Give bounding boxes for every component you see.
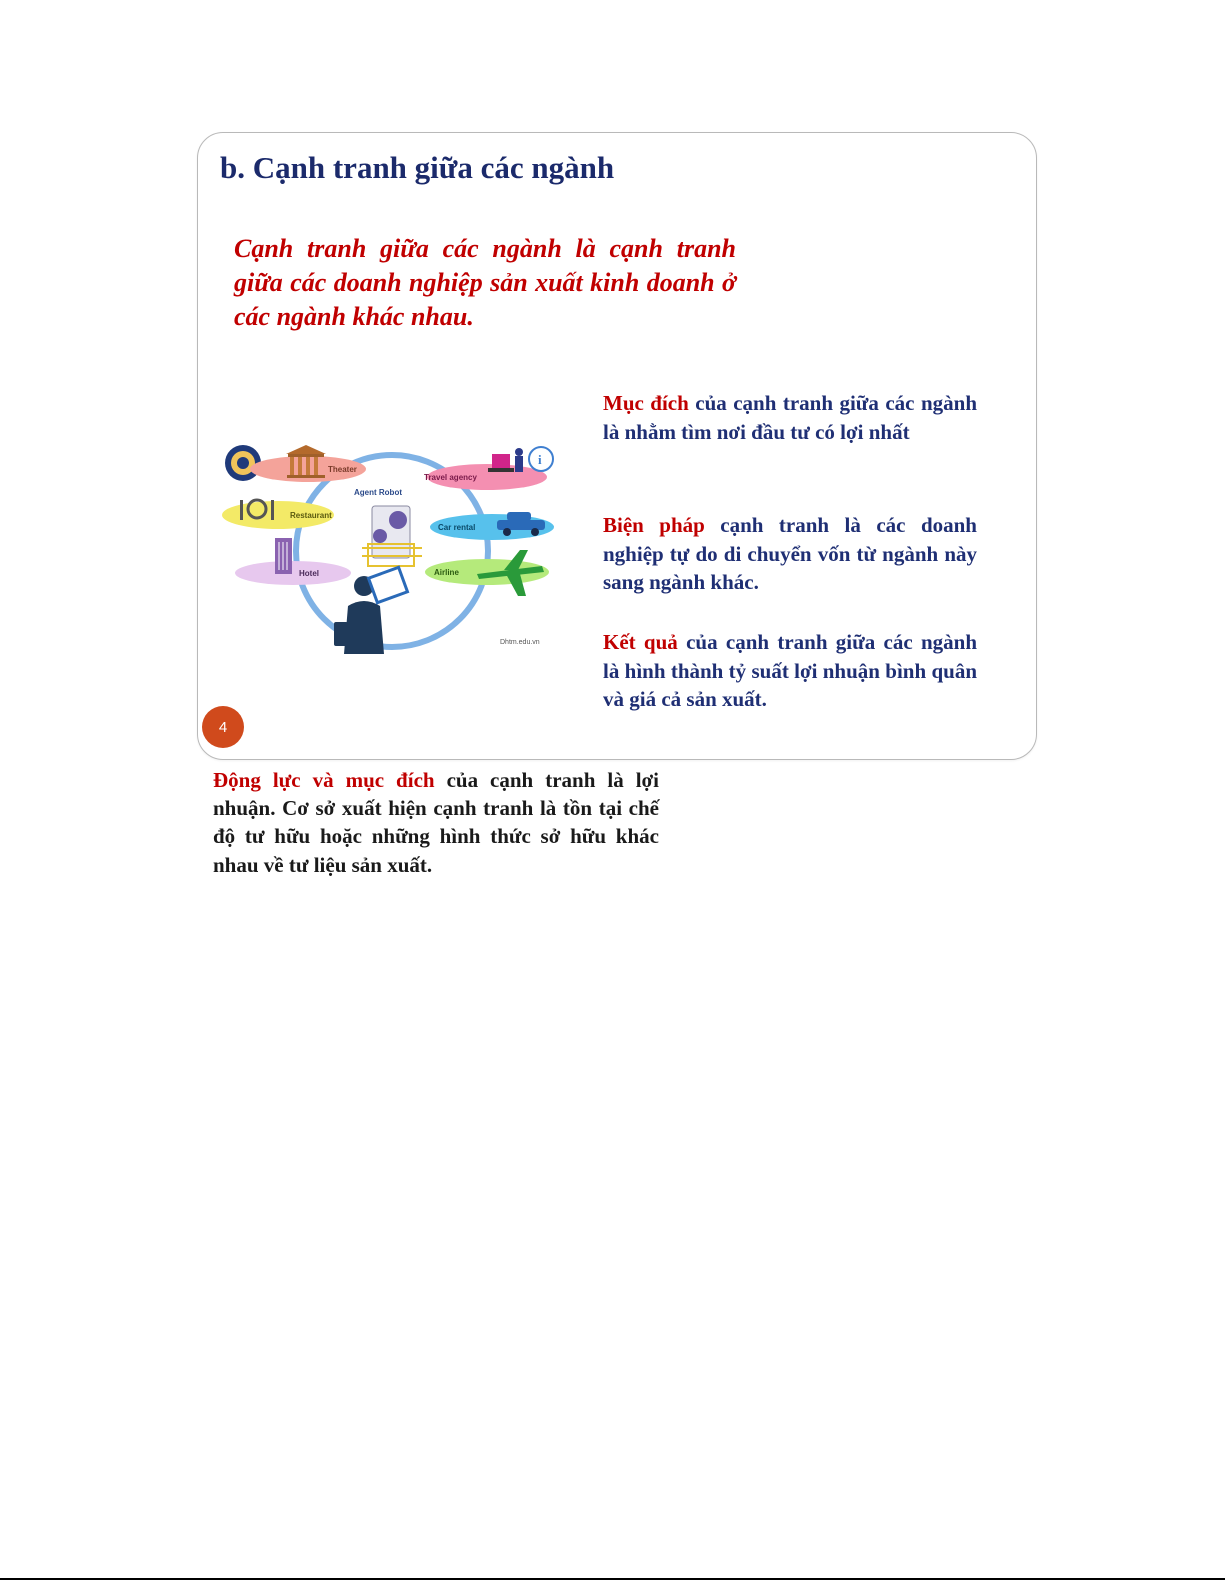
slide-title: b. Cạnh tranh giữa các ngành [220,150,615,185]
result-highlight: Kết quả [603,630,678,654]
definition-text: Cạnh tranh giữa các ngành là cạnh tranh giữa các doanh nghiệp sản xuất kinh doanh ở các ngành khác nhau. [234,234,736,331]
measure-text: cạnh tranh là các doanh nghiệp tự do di chuyển vốn từ ngành này sang ngành khác. [603,513,977,594]
hotel-icon [275,538,292,574]
hotel-ellipse [235,561,351,585]
robot-icon [362,506,422,566]
purpose-highlight: Mục đích [603,391,689,415]
theater-label: Theater [328,465,357,474]
result-text: của cạnh tranh giữa các ngành là hình thành tỷ suất lợi nhuận bình quân và giá cả sản xuất. [603,630,977,711]
measure-highlight: Biện pháp [603,513,705,537]
page-bottom-rule [0,1578,1225,1580]
note-text: của cạnh tranh là lợi nhuận. Cơ sở xuất hiện cạnh tranh là tồn tại chế độ tư hữu hoặc những hình thức sở hữu khác nhau về tư liệu sản xuất. [213,768,660,877]
measure-paragraph [603,511,977,597]
note-highlight: Động lực và mục đích [213,768,435,792]
info-icon [529,447,553,471]
airline-label: Airline [434,568,459,577]
hotel-label: Hotel [299,569,319,578]
university-logo-icon [225,445,261,481]
image-credit: Dhtm.edu.vn [500,639,540,646]
agent-robot-illustration [222,436,560,656]
svg-text:i: i [538,452,542,467]
agent-robot-label: Agent Robot [354,488,402,497]
car-rental-label: Car rental [438,523,476,532]
purpose-text: của cạnh tranh giữa các ngành là nhằm tìm nơi đầu tư có lợi nhất [603,391,977,444]
result-paragraph [603,628,977,714]
travel-agency-label: Travel agency [424,473,477,482]
note-paragraph [213,766,659,879]
page-number-badge: 4 [202,706,244,748]
travel-agent-icon [488,448,523,472]
restaurant-label: Restaurant [290,511,332,520]
businessman-icon [334,567,407,654]
purpose-paragraph [603,389,977,446]
